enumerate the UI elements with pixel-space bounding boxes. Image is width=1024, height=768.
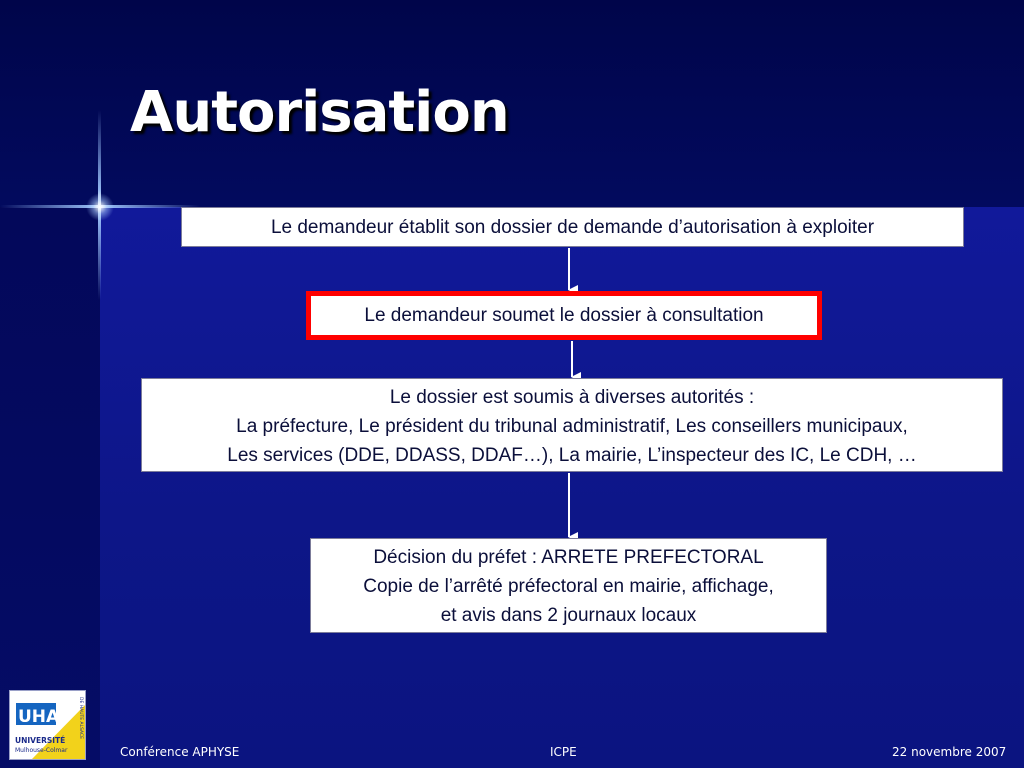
flow-step-4-line-1: Décision du préfet : ARRETE PREFECTORAL — [373, 547, 764, 568]
flow-step-4 — [310, 538, 827, 633]
flow-step-3-line-1: Le dossier est soumis à diverses autorités : — [389, 387, 755, 408]
footer-right: 22 novembre 2007 — [892, 745, 1007, 759]
flow-step-2-text: Le demandeur soumet le dossier à consultation — [364, 305, 764, 326]
footer-center: ICPE — [550, 745, 577, 759]
flow-step-2-highlighted — [306, 291, 822, 340]
slide-title: Autorisation — [130, 80, 509, 145]
flow-step-3-line-2: La préfecture, Le président du tribunal administratif, Les conseillers municipaux, — [236, 416, 908, 437]
flow-step-4-line-2: Copie de l’arrêté préfectoral en mairie, affichage, — [363, 576, 774, 597]
uha-logo-icon — [10, 691, 85, 759]
logo-side-text: DE HAUTE ALSACE — [78, 697, 83, 740]
footer-left: Conférence APHYSE — [120, 745, 240, 759]
uha-logo — [9, 690, 86, 760]
logo-subtitle: Mulhouse-Colmar — [15, 747, 68, 754]
flow-step-3-line-3: Les services (DDE, DDASS, DDAF…), La mairie, L’inspecteur des IC, Le CDH, … — [227, 445, 917, 466]
flow-step-1 — [181, 207, 964, 247]
flow-step-1-text: Le demandeur établit son dossier de demande d’autorisation à exploiter — [270, 217, 875, 238]
logo-name: UNIVERSITÉ — [15, 736, 66, 745]
flow-step-4-line-3: et avis dans 2 journaux locaux — [440, 605, 697, 626]
logo-letters: UHA — [18, 707, 60, 727]
flow-step-3 — [141, 378, 1003, 472]
